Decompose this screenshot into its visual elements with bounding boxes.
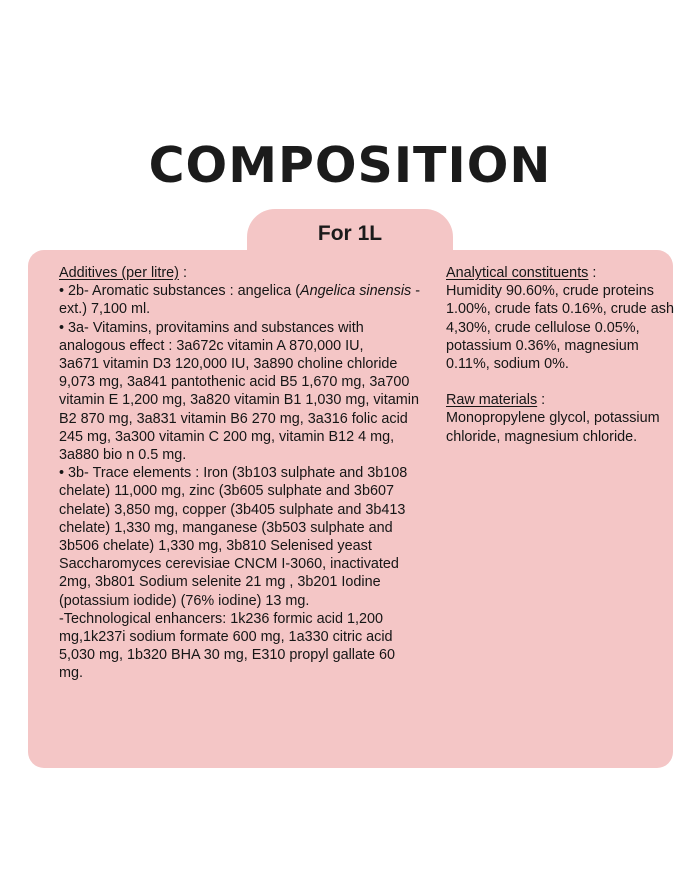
analytical-heading-line xyxy=(446,264,682,282)
aromatic-substances xyxy=(59,282,421,318)
analytical-text: Humidity 90.60%, crude proteins 1.00%, crude fats 0.16%, crude ash 4,30%, crude cellulose 0.05%, potassium 0.36%, magnesium 0.11%, sodium 0%. xyxy=(446,283,674,373)
raw-materials-heading-line xyxy=(446,391,682,409)
analytical-heading-suffix: : xyxy=(588,265,597,281)
additives-column xyxy=(59,264,421,683)
additives-heading-line xyxy=(59,264,421,282)
aromatic-latin-name: Angelica sinensis xyxy=(300,283,412,300)
vitamins-intro: • 3a- Vitamins, provitamins and substances with analogous effect : 3a672c vitamin A 870,000 IU, xyxy=(59,319,364,354)
raw-materials-heading-suffix: : xyxy=(537,392,546,409)
aromatic-prefix: • 2b- Aromatic substances : angelica ( xyxy=(59,283,301,300)
vitamins-list: 3a671 vitamin D3 120,000 IU, 3a890 choline chloride 9,073 mg, 3a841 pantothenic acid B5 1,670 mg, 3a700 vitamin E 1,200 mg, 3a820 vitamin B1 1,030 mg, vitamin B2 870 mg, 3a831 vitamin B6 270 mg, 3a316 folic acid 245 mg, 3a300 vitamin C 200 mg, vitamin B12 4 mg, 3a880 bio n 0.5 mg. xyxy=(59,356,419,464)
constituents-column xyxy=(446,264,682,446)
aromatic-suffix: - ext.) 7,100 ml. xyxy=(59,283,421,318)
technological-enhancers: -Technological enhancers: 1k236 formic acid 1,200 mg,1k237i sodium formate 600 mg, 1a330 citric acid 5,030 mg, 1b320 BHA 30 mg, E310 propyl gallate 60 mg. xyxy=(59,610,396,682)
volume-tab-label: For 1L xyxy=(317,222,383,245)
raw-materials-heading: Raw materials xyxy=(446,392,538,409)
additives-heading: Additives (per litre) xyxy=(59,265,179,281)
additives-heading-suffix: : xyxy=(178,265,187,281)
analytical-heading: Analytical constituents xyxy=(446,265,589,281)
trace-elements: • 3b- Trace elements : Iron (3b103 sulphate and 3b108 chelate) 11,000 mg, zinc (3b605 sulphate and 3b607 chelate) 3,850 mg, copper (3b405 sulphate and 3b413 chelate) 1,330 mg, manganese (3b503 sulphate and 3b506 chelate) 1,330 mg, 3b810 Selenised yeast Saccharomyces cerevisiae CNCM I-3060, inactivated 2mg, 3b801 Sodium selenite 21 mg , 3b201 Iodine (potassium iodide) (76% iodine) 13 mg. xyxy=(59,465,408,609)
raw-materials-text: Monopropylene glycol, potassium chloride, magnesium chloride. xyxy=(446,410,660,445)
page-title: COMPOSITION xyxy=(148,137,552,194)
